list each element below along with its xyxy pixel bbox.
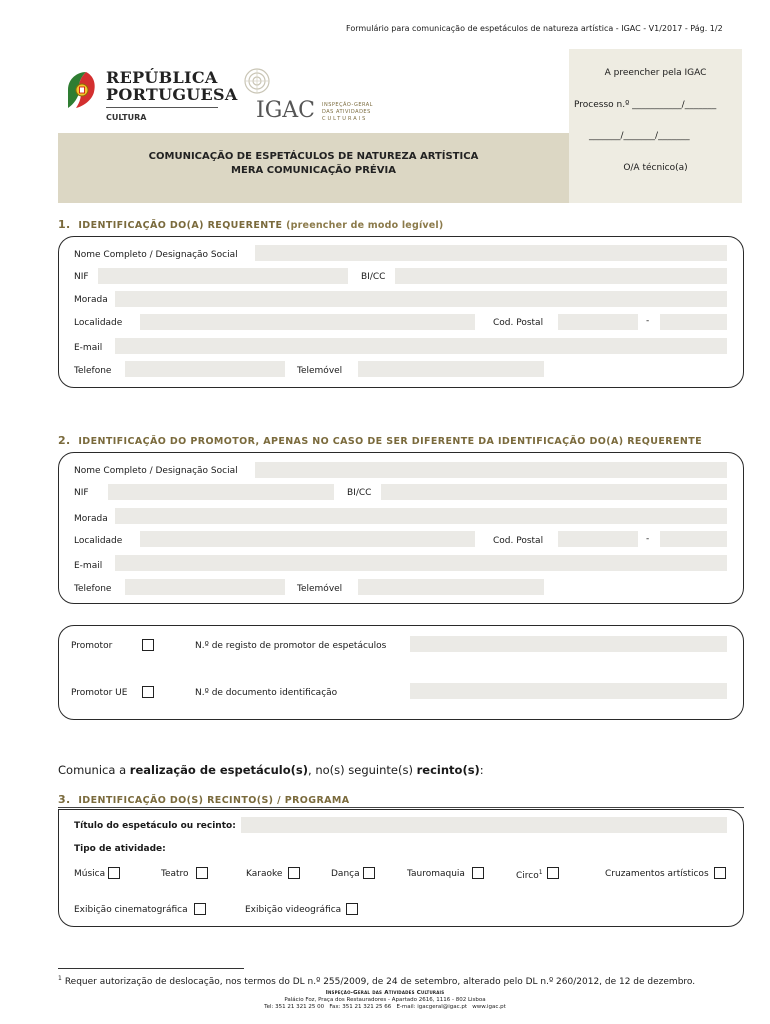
s2-nome-input[interactable]	[255, 462, 727, 478]
titulo-label: Título do espetáculo ou recinto:	[74, 821, 236, 831]
titulo-input[interactable]	[241, 817, 727, 833]
s1-localidade-label: Localidade	[74, 318, 123, 328]
danca-checkbox[interactable]	[363, 867, 375, 879]
s1-nome-label: Nome Completo / Designação Social	[74, 250, 238, 260]
s2-morada-label: Morada	[74, 514, 108, 524]
footnote-rule	[58, 968, 244, 969]
footer-contacts: Tel: 351 21 321 25 00 Fax: 351 21 321 25 66 E-mail: igacgeral@igac.pt www.igac.pt	[264, 1004, 506, 1010]
cinema-label: Exibição cinematográfica	[74, 905, 188, 915]
s1-codpostal-dash: -	[646, 316, 650, 326]
republica-logo	[64, 66, 238, 126]
s1-telemovel-label: Telemóvel	[297, 366, 343, 376]
promotor-ue-checkbox[interactable]	[142, 686, 154, 698]
danca-label: Dança	[331, 869, 360, 879]
footer-address: Palácio Foz, Praça dos Restauradores - Apartado 2616, 1116 - 802 Lisboa	[284, 997, 486, 1003]
s2-morada-input[interactable]	[115, 508, 727, 524]
s1-email-label: E-mail	[74, 343, 103, 353]
s2-nome-label: Nome Completo / Designação Social	[74, 466, 238, 476]
igac-sub3: CULTURAIS	[322, 116, 368, 122]
cultura-label: CULTURA	[106, 113, 147, 122]
s2-nif-label: NIF	[74, 488, 89, 498]
musica-checkbox[interactable]	[108, 867, 120, 879]
s1-morada-label: Morada	[74, 295, 108, 305]
video-label: Exibição videográfica	[245, 905, 342, 915]
s1-bicc-input[interactable]	[395, 268, 727, 284]
cruzamentos-label: Cruzamentos artísticos	[605, 869, 709, 879]
promotor-label: Promotor	[71, 641, 113, 651]
footnote	[58, 975, 695, 987]
section2-number: 2.	[58, 434, 71, 447]
comunica-part5: :	[479, 763, 484, 777]
s1-bicc-label: BI/CC	[361, 272, 386, 282]
logo-divider	[106, 107, 218, 108]
s2-email-label: E-mail	[74, 561, 103, 571]
s2-telemovel-label: Telemóvel	[297, 584, 343, 594]
musica-label: Música	[74, 869, 106, 879]
footnote-text: Requer autorização de deslocação, nos termos do DL n.º 255/2009, de 24 de setembro, alterado pelo DL n.º 260/2012, de 12 de dezembro.	[64, 977, 696, 987]
tauromaquia-label: Tauromaquia	[407, 869, 465, 879]
s2-telemovel-input[interactable]	[358, 579, 544, 595]
circo-text: Circo	[516, 871, 539, 881]
s1-codpostal-label: Cod. Postal	[493, 318, 544, 328]
banner-title-line2: MERA COMUNICAÇÃO PRÉVIA	[231, 165, 396, 176]
comunica-part4: recinto(s)	[416, 763, 480, 777]
footnote-mark: 1	[58, 975, 62, 982]
circo-checkbox[interactable]	[547, 867, 559, 879]
cinema-checkbox[interactable]	[194, 903, 206, 915]
title-banner	[58, 133, 569, 203]
s2-telefone-label: Telefone	[74, 584, 112, 594]
comunica-part3: , no(s) seguinte(s)	[308, 763, 417, 777]
section3-number: 3.	[58, 793, 71, 806]
igac-use-box	[569, 49, 742, 203]
section3-heading: IDENTIFICAÇÃO DO(S) RECINTO(S) / PROGRAMA	[78, 795, 350, 806]
cruzamentos-checkbox[interactable]	[714, 867, 726, 879]
republica-line1: REPÚBLICA	[106, 68, 218, 87]
banner-title-line1: COMUNICAÇÃO DE ESPETÁCULOS DE NATUREZA ARTÍSTICA	[148, 151, 479, 162]
igac-wordmark: IGAC	[256, 98, 315, 123]
registo-label: N.º de registo de promotor de espetáculos	[195, 641, 387, 651]
s1-nif-input[interactable]	[98, 268, 348, 284]
teatro-checkbox[interactable]	[196, 867, 208, 879]
s2-bicc-input[interactable]	[381, 484, 727, 500]
promotor-checkbox[interactable]	[142, 639, 154, 651]
s2-codpostal-label: Cod. Postal	[493, 536, 544, 546]
igac-sub2: DAS ATIVIDADES	[322, 109, 371, 115]
s2-nif-input[interactable]	[108, 484, 334, 500]
date-field[interactable]: _______/_______/_______	[589, 131, 690, 141]
circo-label	[516, 869, 543, 881]
documento-label: N.º de documento identificação	[195, 688, 338, 698]
tecnico-label: O/A técnico(a)	[623, 163, 688, 173]
s2-bicc-label: BI/CC	[347, 488, 372, 498]
s2-codpostal-input1[interactable]	[558, 531, 638, 547]
footer-org: Inspeção-Geral das Atividades Culturais	[325, 990, 445, 996]
igac-sub1: INSPEÇÃO-GERAL	[322, 102, 373, 108]
s1-localidade-input[interactable]	[140, 314, 475, 330]
section1-title	[58, 218, 443, 231]
s1-nif-label: NIF	[74, 272, 89, 282]
circo-footnote-ref: 1	[538, 869, 543, 876]
s2-telefone-input[interactable]	[125, 579, 285, 595]
section1-heading: IDENTIFICAÇÃO DO(A) REQUERENTE	[78, 220, 283, 231]
tipo-label: Tipo de atividade:	[74, 844, 166, 854]
s1-morada-input[interactable]	[115, 291, 727, 307]
igac-emblem-icon	[242, 66, 272, 96]
running-title: Formulário para comunicação de espetáculos de natureza artística - IGAC - V1/2017 - Pág. 1/2	[346, 24, 723, 33]
s2-localidade-label: Localidade	[74, 536, 123, 546]
documento-input[interactable]	[410, 683, 727, 699]
section2-title	[58, 434, 702, 447]
igac-box-title: A preencher pela IGAC	[604, 68, 707, 78]
s1-nome-input[interactable]	[255, 245, 727, 261]
processo-field[interactable]: Processo n.º ___________/_______	[574, 100, 717, 110]
s2-localidade-input[interactable]	[140, 531, 475, 547]
karaoke-checkbox[interactable]	[288, 867, 300, 879]
s2-codpostal-input2[interactable]	[660, 531, 727, 547]
section1-note: (preencher de modo legível)	[286, 220, 444, 231]
republica-line2: PORTUGUESA	[106, 85, 238, 104]
teatro-label: Teatro	[161, 869, 189, 879]
section1-number: 1.	[58, 218, 71, 231]
s2-codpostal-dash: -	[646, 534, 650, 544]
comunica-sentence	[58, 763, 484, 777]
s1-email-input[interactable]	[115, 338, 727, 354]
s1-telefone-label: Telefone	[74, 366, 112, 376]
s2-email-input[interactable]	[115, 555, 727, 571]
comunica-part2: realização de espetáculo(s)	[129, 763, 309, 777]
registo-input[interactable]	[410, 636, 727, 652]
s1-codpostal-input2[interactable]	[660, 314, 727, 330]
section3-rule	[58, 807, 744, 808]
igac-logo	[240, 66, 380, 126]
karaoke-label: Karaoke	[246, 869, 283, 879]
tauromaquia-checkbox[interactable]	[472, 867, 484, 879]
section3-title	[58, 793, 350, 806]
s1-codpostal-input1[interactable]	[558, 314, 638, 330]
coat-of-arms-icon	[64, 68, 100, 112]
promotor-ue-label: Promotor UE	[71, 688, 128, 698]
section2-heading: IDENTIFICAÇÃO DO PROMOTOR, APENAS NO CASO DE SER DIFERENTE DA IDENTIFICAÇÃO DO(A) REQUERENTE	[78, 436, 703, 447]
s1-telefone-input[interactable]	[125, 361, 285, 377]
video-checkbox[interactable]	[346, 903, 358, 915]
comunica-part1: Comunica a	[58, 763, 130, 777]
s1-telemovel-input[interactable]	[358, 361, 544, 377]
